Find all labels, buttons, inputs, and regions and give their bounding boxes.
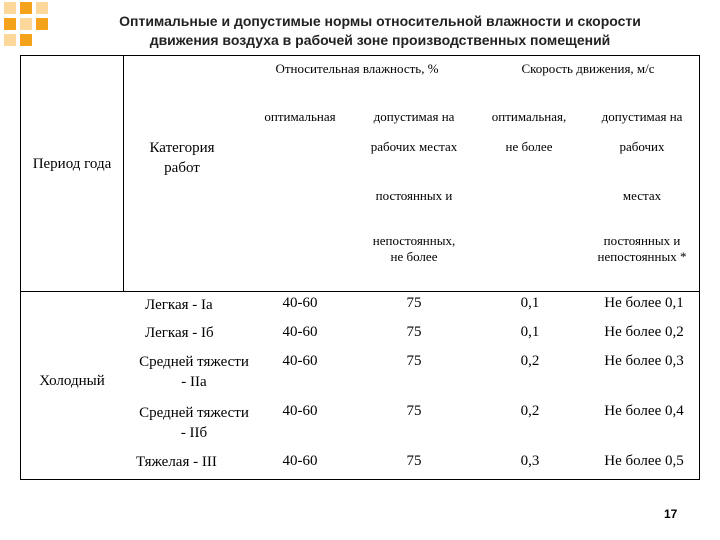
decor-square xyxy=(36,2,48,14)
decor-square xyxy=(20,34,32,46)
row-spd-allowed: Не более 0,2 xyxy=(604,324,684,340)
row-hum-allowed: 75 xyxy=(406,295,422,311)
col-divider xyxy=(123,55,124,292)
row-spd-allowed: Не более 0,3 xyxy=(604,353,684,369)
header-hum-allowed-4: непостоянных, не более xyxy=(372,233,456,264)
header-spd-optimal-1: оптимальная, xyxy=(491,109,567,124)
header-category: Категория работ xyxy=(149,140,215,176)
header-spd-allowed-3: местах xyxy=(622,188,662,203)
row-hum-allowed: 75 xyxy=(406,453,422,469)
row-spd-optimal: 0,1 xyxy=(520,324,540,340)
row-spd-optimal: 0,3 xyxy=(520,453,540,469)
row-spd-allowed: Не более 0,5 xyxy=(604,453,684,469)
header-speed-group: Скорость движения, м/с xyxy=(521,61,655,76)
row-category: Легкая - Iб xyxy=(145,325,214,341)
header-spd-optimal-2: не более xyxy=(505,139,553,154)
header-hum-allowed-1: допустимая на xyxy=(373,109,455,124)
table-border-left xyxy=(20,55,21,480)
decor-square xyxy=(4,18,16,30)
row-category: Средней тяжести - IIб xyxy=(139,405,249,441)
row-hum-optimal: 40-60 xyxy=(282,403,318,419)
decor-square xyxy=(4,34,16,46)
title-line-1: Оптимальные и допустимые нормы относительной влажности и скорости xyxy=(119,13,641,29)
decor-square xyxy=(20,18,32,30)
header-humidity-group: Относительная влажность, % xyxy=(275,61,439,76)
row-hum-allowed: 75 xyxy=(406,324,422,340)
header-divider xyxy=(20,291,700,292)
row-category: Легкая - Ia xyxy=(145,297,213,313)
period-value: Холодный xyxy=(39,373,105,389)
header-hum-allowed-2: рабочих местах xyxy=(370,139,458,154)
row-spd-optimal: 0,2 xyxy=(520,403,540,419)
table-border-bottom xyxy=(20,479,700,480)
row-hum-allowed: 75 xyxy=(406,403,422,419)
row-category: Средней тяжести - IIа xyxy=(139,354,249,390)
title-line-2: движения воздуха в рабочей зоне производственных помещений xyxy=(149,32,611,48)
header-spd-allowed-2: рабочих xyxy=(619,139,665,154)
row-spd-allowed: Не более 0,4 xyxy=(604,403,684,419)
page-number: 17 xyxy=(664,507,678,521)
header-spd-allowed-4: постоянных и непостоянных * xyxy=(597,233,687,264)
row-spd-optimal: 0,1 xyxy=(520,295,540,311)
row-hum-optimal: 40-60 xyxy=(282,353,318,369)
norms-table xyxy=(20,55,700,480)
row-spd-optimal: 0,2 xyxy=(520,353,540,369)
header-hum-allowed-3: постоянных и xyxy=(375,188,453,203)
decor-square xyxy=(36,18,48,30)
header-hum-optimal: оптимальная xyxy=(264,109,336,124)
table-border-right xyxy=(699,55,700,480)
row-category: Тяжелая - III xyxy=(136,454,217,470)
header-spd-allowed-1: допустимая на xyxy=(601,109,683,124)
row-hum-allowed: 75 xyxy=(406,353,422,369)
page-title xyxy=(60,12,700,50)
table-border-top xyxy=(20,55,700,56)
row-spd-allowed: Не более 0,1 xyxy=(604,295,684,311)
row-hum-optimal: 40-60 xyxy=(282,295,318,311)
decor-square xyxy=(4,2,16,14)
row-hum-optimal: 40-60 xyxy=(282,453,318,469)
decor-square xyxy=(20,2,32,14)
header-period: Период года xyxy=(32,156,112,172)
row-hum-optimal: 40-60 xyxy=(282,324,318,340)
